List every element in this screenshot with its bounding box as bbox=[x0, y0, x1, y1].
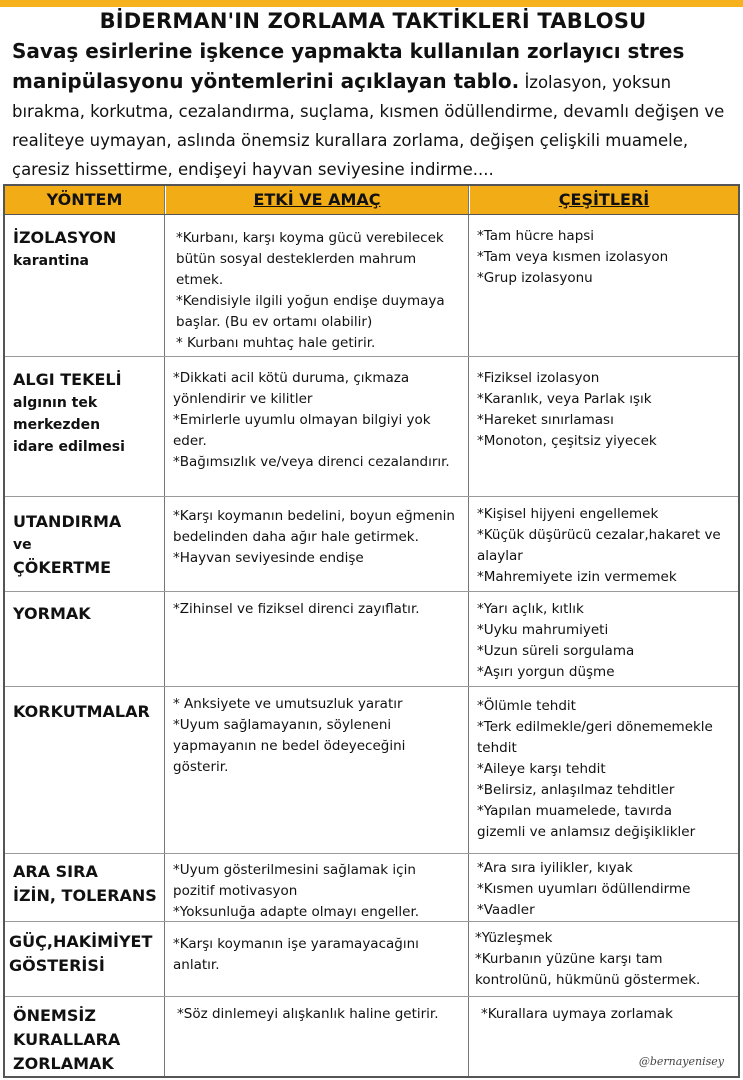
table-row-method: ÖNEMSİZ KURALLARA ZORLAMAK bbox=[13, 1006, 121, 1073]
table-row-effect: *Zihinsel ve fiziksel direnci zayıflatır. bbox=[173, 601, 420, 617]
top-accent-bar bbox=[0, 0, 743, 7]
table-row-effect: *Uyum gösterilmesini sağlamak için pozitif motivasyon *Yoksunluğa adapte olmayı engeller. bbox=[173, 862, 420, 920]
row-divider bbox=[5, 996, 738, 997]
table-row-effect: * Anksiyete ve umutsuzluk yaratır *Uyum sağlamayanın, söyleneni yapmayanın ne bedel ödeyeceğini gösterir. bbox=[173, 696, 406, 775]
intro-rest: İzolasyon, yoksun bırakma, korkutma, cezalandırma, suçlama, kısmen ödüllendirme, devamlı değişen ve realiteye uymayan, aslında önemsiz kurallara zorlama, değişen çelişkili muamele, çaresiz hissettirme, endişeyi hayvan seviyesine indirme.... bbox=[12, 73, 725, 179]
table-row-effect: *Karşı koymanın işe yaramayacağını anlatır. bbox=[173, 936, 419, 973]
table-row-types: *Tam hücre hapsi *Tam veya kısmen izolasyon *Grup izolasyonu bbox=[477, 228, 669, 286]
table-row-types: *Kurallara uymaya zorlamak bbox=[481, 1006, 673, 1022]
table-row-method: KORKUTMALAR bbox=[13, 702, 150, 721]
table-row-method: UTANDIRMA ve ÇÖKERTME bbox=[13, 512, 122, 577]
row-divider bbox=[5, 214, 738, 215]
table-row-method: ALGI TEKELİ algının tek merkezden idare edilmesi bbox=[13, 370, 125, 455]
intro-text bbox=[12, 37, 734, 184]
intro-bold: Savaş esirlerine işkence yapmakta kullanılan zorlayıcı stres manipülasyonu yöntemlerini açıklayan tablo. bbox=[12, 39, 685, 93]
header-method: YÖNTEM bbox=[5, 186, 164, 214]
table-row-method: ARA SIRA İZİN, TOLERANS bbox=[13, 862, 157, 905]
table-row-types: *Yüzleşmek *Kurbanın yüzüne karşı tam kontrolünü, hükmünü göstermek. bbox=[475, 930, 701, 988]
table-row-method: GÜÇ,HAKİMİYET GÖSTERİSİ bbox=[9, 932, 153, 975]
table-row-effect: *Söz dinlemeyi alışkanlık haline getirir. bbox=[177, 1006, 439, 1022]
header-types: ÇEŞİTLERİ bbox=[470, 186, 738, 214]
row-divider bbox=[5, 496, 738, 497]
table-row-effect: *Dikkati acil kötü duruma, çıkmaza yönlendirir ve kilitler *Emirlerle uyumlu olmayan bilgiyi yok eder. *Bağımsızlık ve/veya direnci cezalandırır. bbox=[173, 370, 450, 470]
signature: @bernayenisey bbox=[638, 1055, 724, 1068]
page-title: BİDERMAN'IN ZORLAMA TAKTİKLERİ TABLOSU bbox=[99, 9, 647, 33]
tactics-table bbox=[3, 184, 740, 1078]
table-row-method: YORMAK bbox=[13, 604, 91, 623]
row-divider bbox=[5, 591, 738, 592]
table-row-effect: *Karşı koymanın bedelini, boyun eğmenin bedelinden daha ağır hale getirmek. *Hayvan seviyesinde endişe bbox=[173, 508, 455, 566]
row-divider bbox=[5, 853, 738, 854]
row-divider bbox=[5, 686, 738, 687]
table-row-types: *Ölümle tehdit *Terk edilmekle/geri dönememekle tehdit *Aileye karşı tehdit *Belirsiz, anlaşılmaz tehditler *Yapılan muamelede, tavırda gizemli ve anlamsız değişiklikler bbox=[477, 698, 713, 840]
column-divider bbox=[468, 186, 469, 1076]
table-row-types: *Kişisel hijyeni engellemek *Küçük düşürücü cezalar,hakaret ve alaylar *Mahremiyete izin vermemek bbox=[477, 506, 721, 585]
header-effect: ETKİ VE AMAÇ bbox=[166, 186, 468, 214]
table-row-types: *Yarı açlık, kıtlık *Uyku mahrumiyeti *Uzun süreli sorgulama *Aşırı yorgun düşme bbox=[477, 601, 635, 680]
row-divider bbox=[5, 356, 738, 357]
table-row-effect: *Kurbanı, karşı koyma gücü verebilecek bütün sosyal desteklerden mahrum etmek. *Kendisiyle ilgili yoğun endişe duymaya başlar. (Bu ev ortamı olabilir) * Kurbanı muhtaç hale getirir. bbox=[176, 230, 445, 351]
header bbox=[12, 8, 734, 184]
table-row-types: *Ara sıra iyilikler, kıyak *Kısmen uyumları ödüllendirme *Vaadler bbox=[477, 860, 691, 918]
column-divider bbox=[164, 186, 165, 1076]
table-row-types: *Fiziksel izolasyon *Karanlık, veya Parlak ışık *Hareket sınırlaması *Monoton, çeşitsiz yiyecek bbox=[477, 370, 657, 449]
table-row-method: İZOLASYON karantina bbox=[13, 228, 117, 269]
